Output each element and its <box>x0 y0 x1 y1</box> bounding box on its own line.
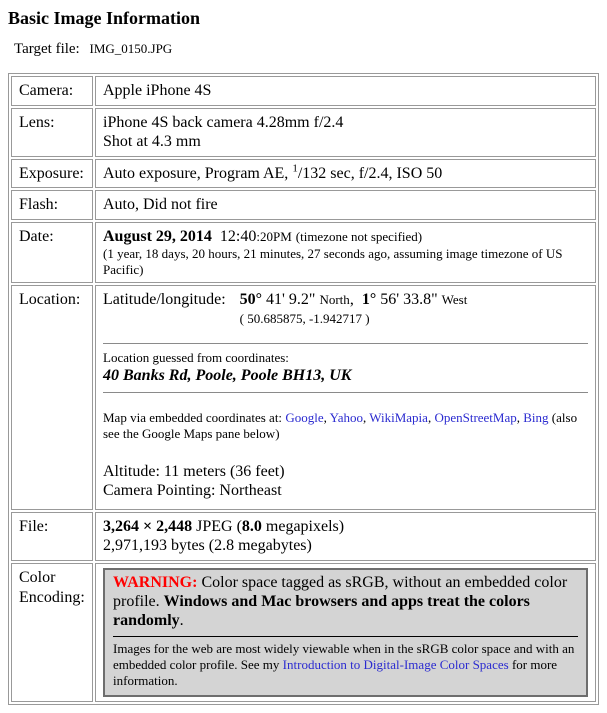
latlon-dms-line <box>240 291 468 308</box>
color-info-suffix: for more information. <box>113 656 558 689</box>
target-file-value: IMG_0150.JPG <box>89 41 173 56</box>
map-link-openstreetmap[interactable]: OpenStreetMap <box>434 410 517 426</box>
location-divider-bottom <box>103 392 588 393</box>
table-row-file <box>11 512 596 561</box>
date-bold: August 29, 2014 <box>103 227 212 245</box>
date-ago-note: (1 year, 18 days, 20 hours, 21 minutes, 27 seconds ago, assuming image timezone of US Pacific) <box>103 246 563 277</box>
color-spaces-link[interactable]: Introduction to Digital-Image Color Spaces <box>282 656 509 672</box>
map-link-google[interactable]: Google <box>285 410 324 426</box>
color-info-prefix: Images for the web are most widely viewable when in the sRGB color space and with an embedded color profile. See my <box>113 640 575 672</box>
page-title: Basic Image Information <box>8 8 200 28</box>
color-warning-text <box>113 574 578 631</box>
file-type: JPEG ( <box>192 517 242 535</box>
lens-value <box>95 108 596 157</box>
altitude-line: Altitude: 11 meters (36 feet) <box>103 462 285 480</box>
date-time-seconds: :20PM <box>256 228 292 244</box>
map-link-bing[interactable]: Bing <box>523 410 549 426</box>
guessed-location-address: 40 Banks Rd, Poole, Poole BH13, UK <box>103 366 352 384</box>
latlon-block <box>103 290 588 329</box>
camera-label: Camera: <box>11 76 93 106</box>
date-timezone-note: (timezone not specified) <box>295 228 423 244</box>
file-value <box>95 512 596 561</box>
warning-label: WARNING: <box>113 574 198 591</box>
table-row-date <box>11 222 596 283</box>
table-row-location <box>11 285 596 510</box>
map-link-separator: , <box>362 410 370 426</box>
date-line1 <box>103 227 588 247</box>
lon-direction: West <box>441 291 468 307</box>
table-row-camera <box>11 76 596 106</box>
date-label: Date: <box>11 222 93 283</box>
lat-direction: North <box>319 291 350 307</box>
location-divider-top <box>103 343 588 344</box>
latlon-coords <box>240 290 468 329</box>
lon-degrees: 1° <box>361 290 377 308</box>
exposure-shutter-numerator: 1 <box>292 162 298 175</box>
file-megapixels: 8.0 <box>241 517 262 535</box>
target-file-label: Target file: <box>14 41 80 57</box>
map-link-separator: , <box>516 410 524 426</box>
flash-value: Auto, Did not fire <box>95 190 596 220</box>
lens-line1: iPhone 4S back camera 4.28mm f/2.4 <box>103 113 344 131</box>
table-row-lens <box>11 108 596 157</box>
color-info-text <box>113 641 578 690</box>
warning-end: . <box>179 611 184 629</box>
color-encoding-value <box>95 563 596 702</box>
file-megapixels-tail: megapixels) <box>261 517 345 535</box>
table-row-color-encoding <box>11 563 596 702</box>
lon-minsec: 56' 33.8" <box>380 290 438 308</box>
image-info-table <box>8 73 599 705</box>
map-links-prefix: Map via embedded coordinates at: <box>103 410 286 426</box>
exposure-prefix: Auto exposure, Program AE, <box>103 164 293 182</box>
file-dimensions: 3,264 × 2,448 <box>103 517 193 535</box>
flash-label: Flash: <box>11 190 93 220</box>
location-label: Location: <box>11 285 93 510</box>
map-link-yahoo[interactable]: Yahoo <box>329 410 363 426</box>
file-label: File: <box>11 512 93 561</box>
lens-line2: Shot at 4.3 mm <box>103 133 201 151</box>
color-warning-box <box>103 568 588 697</box>
map-links-line <box>103 410 588 442</box>
color-encoding-label: Color Encoding: <box>11 563 93 702</box>
map-links-suffix: (also see the Google Maps pane below) <box>103 410 578 442</box>
map-link-wikimapia[interactable]: WikiMapia <box>369 410 428 426</box>
guessed-location-label: Location guessed from coordinates: <box>103 349 289 365</box>
lens-label: Lens: <box>11 108 93 157</box>
warning-body: Color space tagged as sRGB, without an embedded color profile. <box>113 574 568 610</box>
date-value <box>95 222 596 283</box>
camera-pointing-line: Camera Pointing: Northeast <box>103 482 282 500</box>
latlon-label: Latitude/longitude: <box>103 290 226 308</box>
exposure-suffix: /132 sec, f/2.4, ISO 50 <box>297 164 443 182</box>
location-value <box>95 285 596 510</box>
file-size-line: 2,971,193 bytes (2.8 megabytes) <box>103 537 312 555</box>
latlon-decimal: ( 50.685875, -1.942717 ) <box>239 311 370 327</box>
table-row-exposure <box>11 159 596 189</box>
warning-bold: Windows and Mac browsers and apps treat the colors randomly <box>113 592 530 629</box>
latlon-comma: , <box>349 290 354 308</box>
map-link-separator: , <box>323 410 330 426</box>
camera-value: Apple iPhone 4S <box>95 76 596 106</box>
table-row-flash <box>11 190 596 220</box>
target-file-line <box>14 41 599 58</box>
date-time: 12:40 <box>219 227 257 245</box>
warning-divider <box>113 636 578 637</box>
lat-minsec: 41' 9.2" <box>266 290 316 308</box>
lat-degrees: 50° <box>239 290 263 308</box>
exposure-value <box>95 159 596 189</box>
exposure-label: Exposure: <box>11 159 93 189</box>
file-dimensions-line <box>103 517 588 537</box>
map-link-separator: , <box>427 410 435 426</box>
